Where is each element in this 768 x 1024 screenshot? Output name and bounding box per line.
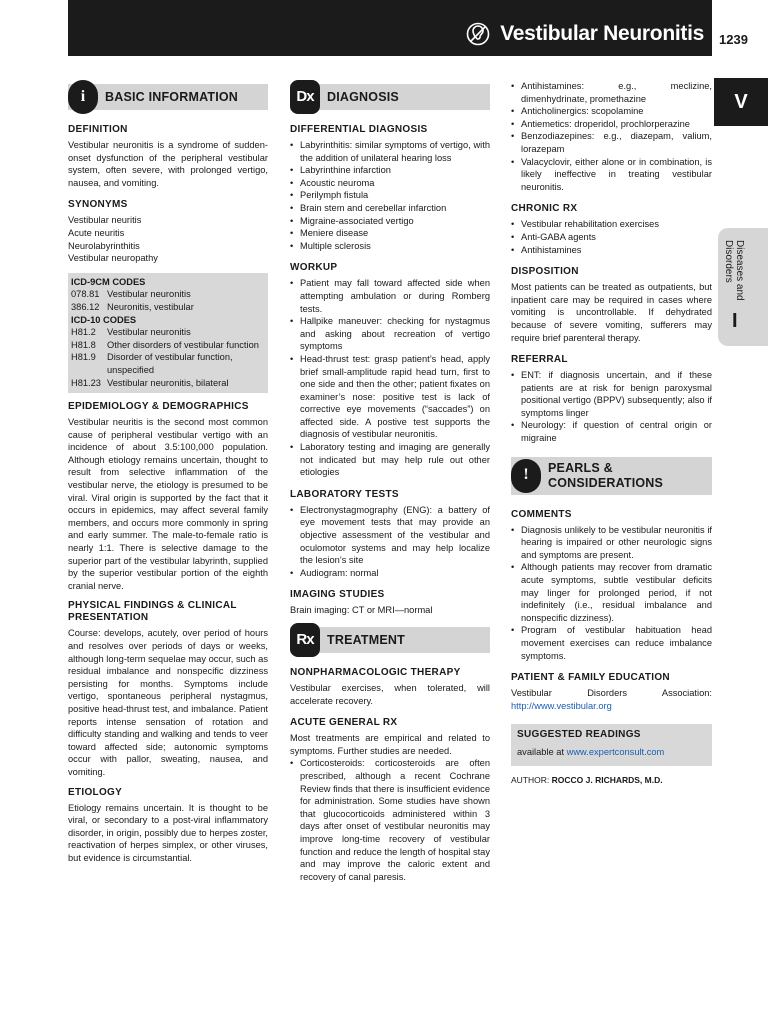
referral-list	[511, 369, 712, 445]
etiology-text: Etiology remains uncertain. It is thought to be viral, or secondary to a post-viral inflammatory disorder, in origin, possibly due to herpes zoster, reactivation of herpes simplex, or other viruses, but evidence is circumstantial.	[68, 802, 268, 863]
list-item: • Multiple sclerosis	[290, 240, 490, 253]
section-label: DIAGNOSIS	[327, 89, 399, 104]
list-item: • Patient may fall toward affected side when attempting ambulation or during Romberg tests.	[290, 277, 490, 315]
category-tab	[718, 228, 768, 346]
suggested-readings-box	[511, 724, 712, 765]
definition-text: Vestibular neuronitis is a syndrome of sudden-onset dysfunction of the peripheral vestibular system, often severe, with prolonged vertigo, nausea, and vomiting.	[68, 140, 268, 188]
icd-code-row	[71, 351, 265, 376]
list-item: • Head-thrust test: grasp patient’s head, apply brief small-amplitude rapid head turn, first to one side and then the other; patient fixates on examiner’s nose: positive test is lack of corrective eye movements (“saccades”) on affected side. A postive test supports the diagnosis of vestibular neuronitis.	[290, 353, 490, 441]
rx-icon: Rx	[290, 623, 320, 657]
list-item: • Acoustic neuroma	[290, 177, 490, 190]
section-label: PEARLS & CONSIDERATIONS	[548, 460, 664, 490]
acute-rx-continued-list	[511, 80, 712, 193]
ear-symbol-icon	[466, 22, 490, 46]
icd-code: H81.23	[71, 377, 101, 388]
heading-epidemiology: EPIDEMIOLOGY & DEMOGRAPHICS	[68, 401, 249, 413]
heading-physical-findings: PHYSICAL FINDINGS & CLINICAL PRESENTATION	[68, 600, 237, 624]
list-item: • Neurology: if question of central origin or migraine	[511, 419, 712, 444]
list-item: • Laboratory testing and imaging are generally not indicated but may help rule out other etiologies	[290, 441, 490, 479]
heading-patient-education: PATIENT & FAMILY EDUCATION	[511, 672, 670, 684]
category-tab-letter: I	[732, 310, 738, 332]
list-item: • Perilymph fistula	[290, 189, 490, 202]
list-item: • Corticosteroids: corticosteroids are often prescribed, although a recent Cochrane Review finds that there is insufficient evidence for administration. Some studies have shown that glucocorticoids administered within 3 days after onset of vestibular neuronitis may improve long-time recovery of vestibular function and reduce the length of hospital stay and may improve the caloric extent and recovery of canal paresis.	[290, 757, 490, 883]
list-item: • Anti-GABA agents	[511, 231, 712, 244]
heading-definition: DEFINITION	[68, 124, 128, 135]
list-item: • Diagnosis unlikely to be vestibular neuronitis if hearing is impaired or other neurologic signs and symptoms are present.	[511, 524, 712, 562]
icd-code-row	[71, 339, 265, 352]
page-title	[466, 22, 704, 46]
heading-laboratory-tests: LABORATORY TESTS	[290, 488, 399, 500]
education-text	[511, 687, 712, 712]
icd-desc: Disorder of vestibular function, unspecified	[107, 352, 233, 375]
comments-list	[511, 524, 712, 663]
icd9-heading: ICD-9CM CODES	[71, 276, 146, 287]
icd-desc: Other disorders of vestibular function	[107, 339, 259, 350]
list-item: • Labyrinthine infarction	[290, 164, 490, 177]
section-header-pearls	[511, 457, 712, 495]
header-bar	[68, 0, 712, 56]
synonym-item: Vestibular neuropathy	[68, 253, 158, 264]
icd-code: H81.2	[71, 327, 96, 338]
exclamation-icon: !	[511, 459, 541, 493]
nonpharmacologic-text: Vestibular exercises, when tolerated, will accelerate recovery.	[290, 683, 490, 706]
physical-findings-text: Course: develops, acutely, over period of hours and resolves over periods of days or weeks, although long-term sequelae may occur, such as residual imbalance and nonspecific dizziness persisting for months. Symptoms include vertigo, spontaneous peripheral nystagmus, positive head-thrust test, and imbalance. Patient reports intense sensation of rotation and difficulty standing and walking and tends to veer toward affected side; autonomic symptoms occur with pallor, sweating, nausea, and vomiting.	[68, 628, 268, 777]
heading-nonpharmacologic-therapy: NONPHARMACOLOGIC THERAPY	[290, 667, 461, 678]
readings-label: available at	[517, 746, 567, 757]
list-item: • Audiogram: normal	[290, 567, 490, 580]
list-item: • Although patients may recover from dramatic acute symptoms, subtle vestibular deficits may linger for prolonged period, if not indefinitely (i.e., residual imbalance and nonspecific dizziness).	[511, 561, 712, 624]
list-item: • Hallpike maneuver: checking for nystagmus and asking about recreation of vertigo symptoms	[290, 315, 490, 353]
section-header-basic-information	[68, 84, 268, 110]
differential-list	[290, 139, 490, 252]
acute-rx-text: Most treatments are empirical and related to symptoms. Further studies are needed.	[290, 733, 490, 756]
dx-icon: Dx	[290, 80, 320, 114]
heading-differential-diagnosis: DIFFERENTIAL DIAGNOSIS	[290, 124, 428, 135]
icd10-heading: ICD-10 CODES	[71, 314, 137, 325]
author-name: ROCCO J. RICHARDS, M.D.	[551, 774, 663, 785]
icd-code: 078.81	[71, 289, 100, 300]
list-item: • Anticholinergics: scopolamine	[511, 105, 712, 118]
page-title-text: Vestibular Neuronitis	[500, 22, 704, 45]
heading-acute-general-rx: ACUTE GENERAL RX	[290, 717, 398, 729]
heading-synonyms: SYNONYMS	[68, 199, 128, 211]
readings-text	[517, 746, 706, 759]
section-letter-tab: V	[714, 78, 768, 126]
section-label: BASIC INFORMATION	[105, 89, 239, 104]
icd-desc: Vestibular neuronitis	[107, 289, 191, 300]
heading-workup: WORKUP	[290, 262, 338, 274]
icd-desc: Vestibular neuronitis	[107, 327, 191, 338]
icd-code-row	[71, 288, 265, 301]
icd-code-row	[71, 326, 265, 339]
section-label: TREATMENT	[327, 632, 405, 647]
list-item: • Antiemetics: droperidol, prochlorperazine	[511, 118, 712, 131]
imaging-text: Brain imaging: CT or MRI—normal	[290, 605, 433, 616]
list-item: • Electronystagmography (ENG): a battery of eye movement tests that may provide an objective assessment of the vestibular and oculomotor systems and may help localize the lesion’s site	[290, 504, 490, 567]
icd-code: H81.9	[71, 352, 96, 363]
chronic-rx-list	[511, 218, 712, 256]
heading-imaging-studies: IMAGING STUDIES	[290, 589, 385, 601]
synonym-item: Vestibular neuritis	[68, 215, 142, 226]
list-item: • Labyrinthitis: similar symptoms of vertigo, with the addition of unilateral hearing loss	[290, 139, 490, 164]
education-label: Vestibular Disorders Association:	[511, 688, 712, 699]
column-1	[68, 80, 268, 865]
section-header-treatment	[290, 627, 490, 653]
heading-disposition: DISPOSITION	[511, 266, 579, 278]
icd-code-row	[71, 301, 265, 314]
list-item: • ENT: if diagnosis uncertain, and if these patients are at risk for benign paroxysmal positional vertigo (BPPV) subsequently; also if symptoms linger	[511, 369, 712, 419]
synonym-item: Acute neuritis	[68, 227, 125, 238]
heading-chronic-rx: CHRONIC RX	[511, 203, 578, 215]
section-header-diagnosis	[290, 84, 490, 110]
icd-code: H81.8	[71, 339, 96, 350]
acute-rx-list	[290, 757, 490, 883]
page-number: 1239	[719, 32, 748, 47]
synonym-item: Neurolabyrinthitis	[68, 240, 140, 251]
icd-desc: Vestibular neuronitis, bilateral	[107, 377, 229, 388]
author-line	[511, 774, 712, 787]
list-item: • Antihistamines: e.g., meclizine, dimenhydrinate, promethazine	[511, 80, 712, 105]
epidemiology-text: Vestibular neuritis is the second most common cause of peripheral vestibular vertigo with an incidence of about 3.5:100,000 population. Although etiology remains uncertain, thought to result from selective inflammation of the vestibular nerve, the etiology is presumed to be viral. Viral origin is supported by the fact that it occurs in epidemics, may affect several family members, and occurs more commonly in spring and early summer. The male-to-female ratio is nearly 1:1. There is selective damage to the superior part of the vestibular labyrinth, supplied by the superior vestibular portion of the eighth cranial nerve.	[68, 417, 268, 591]
disposition-text: Most patients can be treated as outpatients, but inpatient care may be required in cases where vomiting is uncontrollable. If dehydrated because of severe vomiting, sufferers may require brief parenteral therapy.	[511, 282, 712, 343]
column-3	[511, 80, 712, 786]
category-tab-label: Diseases and Disorders	[723, 240, 745, 301]
icd-codes-box	[68, 273, 268, 393]
workup-list	[290, 277, 490, 479]
list-item: • Brain stem and cerebellar infarction	[290, 202, 490, 215]
list-item: • Vestibular rehabilitation exercises	[511, 218, 712, 231]
vestibular-org-link[interactable]: http://www.vestibular.org	[511, 700, 612, 711]
synonyms-list	[68, 214, 268, 264]
laboratory-list	[290, 504, 490, 580]
icd-desc: Neuronitis, vestibular	[107, 301, 194, 312]
expertconsult-link[interactable]: www.expertconsult.com	[566, 746, 665, 757]
heading-referral: REFERRAL	[511, 354, 568, 366]
icd-code: 386.12	[71, 301, 100, 312]
list-item: • Antihistamines	[511, 244, 712, 257]
heading-etiology: ETIOLOGY	[68, 786, 123, 798]
column-2	[290, 80, 490, 883]
list-item: • Valacyclovir, either alone or in combination, is likely ineffective in treating vestibular neuronitis.	[511, 156, 712, 194]
list-item: • Meniere disease	[290, 227, 490, 240]
list-item: • Migraine-associated vertigo	[290, 215, 490, 228]
icd-code-row	[71, 377, 265, 390]
readings-title: SUGGESTED READINGS	[517, 729, 641, 741]
info-icon: i	[68, 80, 98, 114]
list-item: • Program of vestibular habituation head movement exercises can reduce imbalance symptoms.	[511, 624, 712, 662]
list-item: • Benzodiazepines: e.g., diazepam, valium, lorazepam	[511, 130, 712, 155]
author-label: AUTHOR:	[511, 774, 552, 785]
heading-comments: COMMENTS	[511, 508, 572, 520]
